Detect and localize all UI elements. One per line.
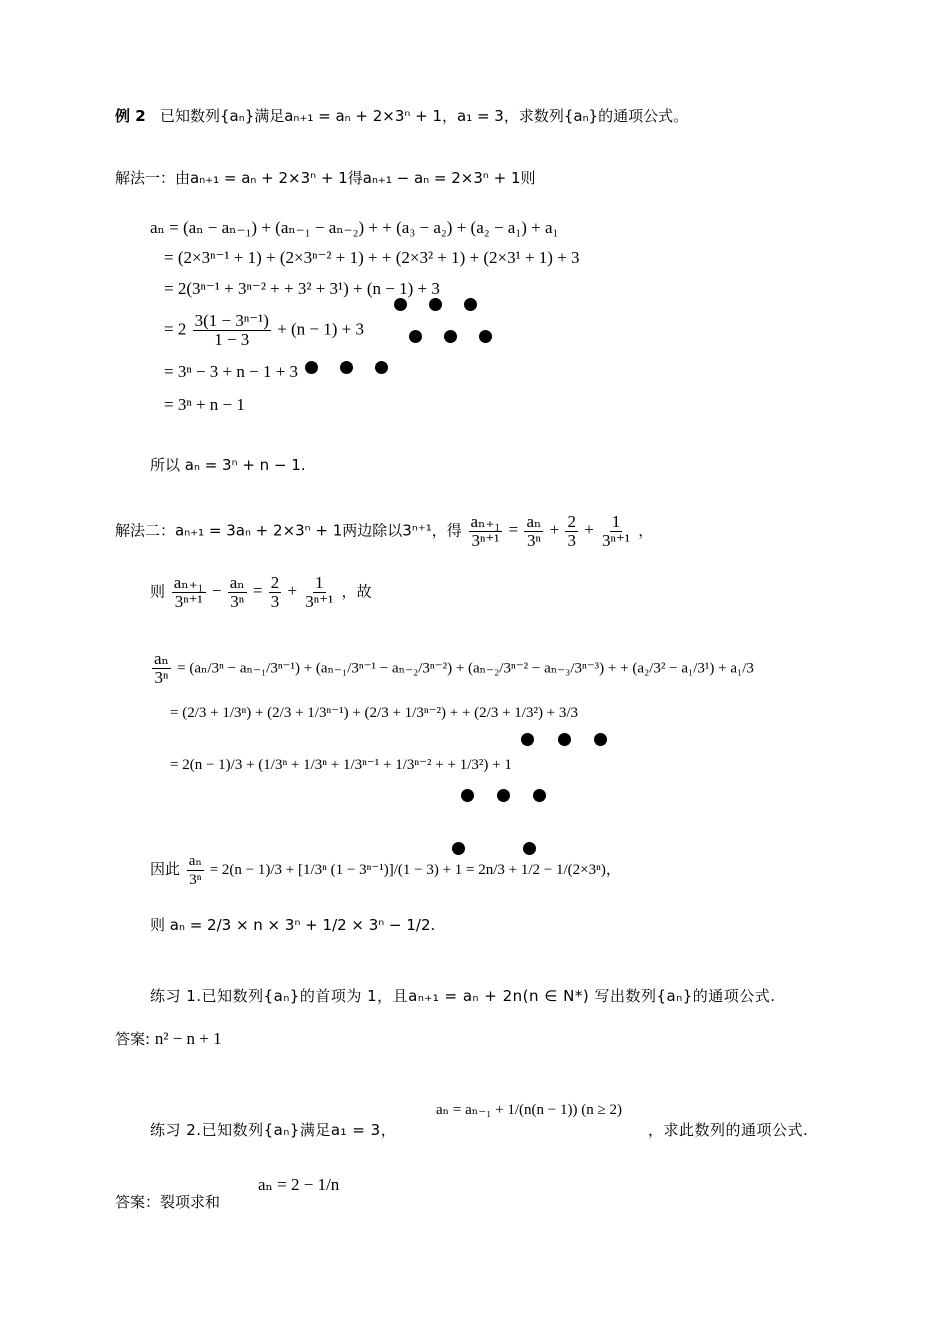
method1-l4-numerator: 3(1 − 3ⁿ⁻¹)	[194, 311, 269, 330]
frac-den: 3ⁿ⁺¹	[305, 592, 334, 611]
method2-thus	[150, 852, 621, 889]
exercise-2-answer-label: 答案：裂项求和	[115, 1193, 221, 1211]
exercise-2-text-post: ，求此数列的通项公式.	[648, 1121, 809, 1139]
ellipsis-dot	[479, 330, 492, 343]
ellipsis-dot	[452, 842, 465, 855]
frac-den: 3	[567, 531, 576, 550]
ellipsis-dot	[409, 330, 422, 343]
frac-den: 3ⁿ	[230, 592, 245, 611]
minus-sign: −	[211, 581, 222, 601]
method2-final: 则 aₙ = 2/3 × n × 3ⁿ + 1/2 × 3ⁿ − 1/2.	[150, 916, 436, 934]
plus-sign: +	[584, 520, 594, 540]
frac-den: 3ⁿ⁺¹	[602, 531, 630, 550]
ellipsis-dot	[497, 789, 510, 802]
exercise-2-answer: aₙ = 2 − 1/n	[258, 1175, 340, 1194]
method1-line-4	[164, 312, 364, 349]
frac-den: 3ⁿ	[526, 531, 541, 550]
exercise-1-text: 练习 1.已知数列{aₙ}的首项为 1，且aₙ₊₁ = aₙ + 2n(n ∈ N*) 写出数列{aₙ}的通项公式.	[150, 987, 776, 1005]
answer-value: n² − n + 1	[154, 1029, 222, 1048]
frac-den: 3	[270, 592, 280, 611]
frac-num: 1	[315, 573, 324, 592]
ellipsis-dot	[429, 298, 442, 311]
frac-num: 1	[611, 512, 621, 531]
example-problem-text: 已知数列{aₙ}满足aₙ₊₁ = aₙ + 2×3ⁿ + 1，a₁ = 3，求数列{aₙ}的通项公式。	[159, 107, 689, 125]
ellipsis-dot	[305, 361, 318, 374]
ellipsis-dot	[558, 733, 571, 746]
ellipsis-dot	[594, 733, 607, 746]
method2-header	[115, 513, 653, 550]
ellipsis-dot	[375, 361, 388, 374]
method1-l4-fraction	[193, 312, 271, 349]
eq-sign: =	[252, 581, 263, 601]
plus-sign: +	[287, 581, 298, 601]
frac-num: aₙ	[229, 573, 245, 592]
frac-num: aₙ	[154, 649, 169, 668]
frac-den: 3ⁿ⁺¹	[471, 531, 500, 550]
frac-den: 3ⁿ	[189, 872, 202, 888]
method1-l4-pre: = 2	[164, 319, 187, 339]
therefore-label: ，故	[341, 582, 372, 601]
frac-num: aₙ	[526, 512, 542, 531]
method2-then	[150, 574, 372, 611]
thus-equation: = 2(n − 1)/3 + [1/3ⁿ (1 − 3ⁿ⁻¹)]/(1 − 3) + 1 = 2n/3 + 1/2 − 1/(2×3ⁿ)，	[209, 861, 621, 878]
method1-conclusion: 所以 aₙ = 3ⁿ + n − 1.	[150, 456, 306, 474]
ellipsis-dot	[464, 298, 477, 311]
ellipsis-dot	[444, 330, 457, 343]
method2-telescope-1	[150, 650, 754, 687]
then-label: 则	[150, 582, 166, 601]
example-label: 例 2	[115, 107, 146, 125]
comma: ，	[638, 521, 654, 540]
method1-l4-denominator: 1 − 3	[214, 330, 250, 349]
ellipsis-dot	[461, 789, 474, 802]
answer-label: 答案:	[115, 1030, 151, 1048]
ellipsis-dot	[394, 298, 407, 311]
ellipsis-dot	[533, 789, 546, 802]
frac-num: aₙ₊₁	[173, 573, 204, 592]
method1-line-3: = 2(3ⁿ⁻¹ + 3ⁿ⁻² + + 3² + 3¹) + (n − 1) + 3	[164, 279, 440, 298]
method1-line-2: = (2×3ⁿ⁻¹ + 1) + (2×3ⁿ⁻² + 1) + + (2×3² + 1) + (2×3¹ + 1) + 3	[164, 248, 580, 267]
frac-num: aₙ	[188, 853, 202, 869]
method1-line-6: = 3ⁿ + n − 1	[164, 395, 245, 414]
method1-line-1: aₙ = (aₙ − aₙ₋₁) + (aₙ₋₁ − aₙ₋₂) + + (a₃ − a₂) + (a₂ − a₁) + a₁	[150, 218, 559, 237]
frac-num: 2	[270, 573, 280, 592]
exercise-2-text-pre: 练习 2.已知数列{aₙ}满足a₁ = 3，	[150, 1121, 397, 1139]
exercise-2-formula: aₙ = aₙ₋₁ + 1/(n(n − 1)) (n ≥ 2)	[436, 1102, 622, 1118]
method2-telescope-2: = (2/3 + 1/3ⁿ) + (2/3 + 1/3ⁿ⁻¹) + (2/3 + 1/3ⁿ⁻²) + + (2/3 + 1/3²) + 3/3	[170, 705, 579, 721]
method1-header: 解法一：由aₙ₊₁ = aₙ + 2×3ⁿ + 1得aₙ₊₁ − aₙ = 2×3ⁿ + 1则	[115, 169, 536, 187]
telescope-1-rhs: = (aₙ/3ⁿ − aₙ₋₁/3ⁿ⁻¹) + (aₙ₋₁/3ⁿ⁻¹ − aₙ₋₂/3ⁿ⁻²) + (aₙ₋₂/3ⁿ⁻² − aₙ₋₃/3ⁿ⁻³) + + (a₂/3² − a₁/3¹) + a₁/3	[177, 660, 754, 677]
frac-num: aₙ₊₁	[470, 512, 501, 531]
frac-den: 3ⁿ	[154, 668, 169, 687]
frac-den: 3ⁿ⁺¹	[174, 592, 203, 611]
plus-sign: +	[549, 520, 560, 540]
method2-telescope-3: = 2(n − 1)/3 + (1/3ⁿ + 1/3ⁿ + 1/3ⁿ⁻¹ + 1/3ⁿ⁻² + + 1/3²) + 1	[170, 757, 512, 773]
eq-sign: =	[508, 520, 519, 540]
exercise-1-answer	[115, 1029, 222, 1049]
ellipsis-dot	[521, 733, 534, 746]
ellipsis-dot	[523, 842, 536, 855]
method1-l4-post: + (n − 1) + 3	[277, 319, 365, 339]
example-2-problem	[115, 106, 688, 126]
ellipsis-dot	[340, 361, 353, 374]
frac-num: 2	[567, 512, 576, 531]
method1-line-5: = 3ⁿ − 3 + n − 1 + 3	[164, 362, 299, 381]
thus-label: 因此	[150, 859, 181, 878]
method2-header-text: 解法二：aₙ₊₁ = 3aₙ + 2×3ⁿ + 1两边除以3ⁿ⁺¹，得	[115, 521, 462, 540]
